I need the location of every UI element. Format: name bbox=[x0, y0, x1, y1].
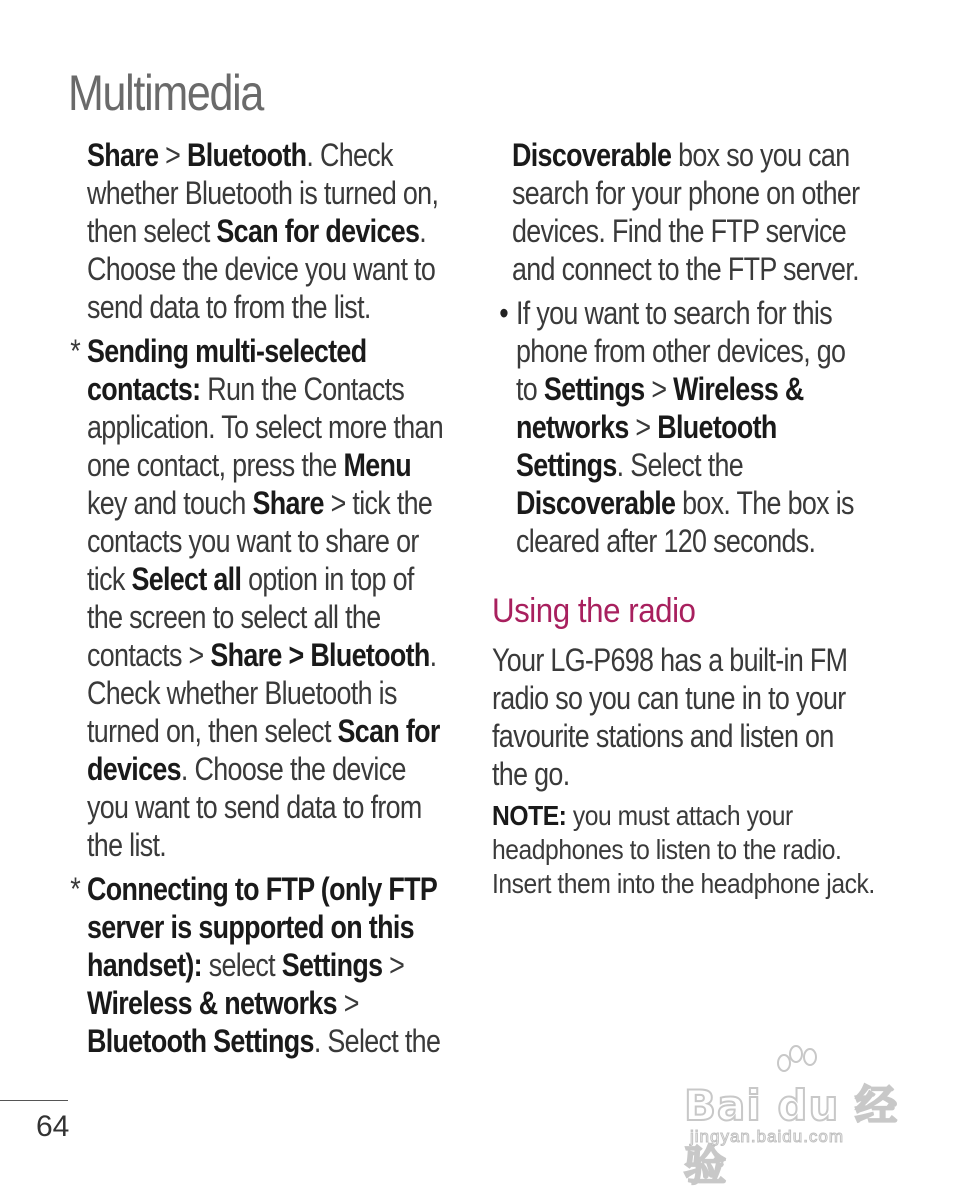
left-column bbox=[70, 136, 447, 1066]
ftp-continued-paragraph: Discoverable box so you can search for your phone on other devices. Find the FTP service and connect to the FTP server. bbox=[512, 137, 860, 287]
multi-selected-contacts-paragraph: * Sending multi-selected contacts: Run the Contacts application. To select more than one contact, press the Menu key and touch Share > tick the contacts you want to share or tick Select all option in top of the screen to select all the contacts > Share > Bluetooth. Check whether Bluetooth is turned on, then select Scan for devices. Choose the device you want to send data to from the list. bbox=[70, 333, 444, 863]
footer-divider bbox=[0, 1100, 68, 1101]
share-bluetooth-paragraph: Share > Bluetooth. Check whether Bluetooth is turned on, then select Scan for devices. Choose the device you want to send data to from the list. bbox=[87, 137, 439, 325]
note-label: NOTE: bbox=[492, 800, 567, 831]
watermark-url: jingyan.baidu.com bbox=[690, 1127, 845, 1146]
bullet-marker: • bbox=[499, 295, 508, 331]
page-number: 64 bbox=[36, 1110, 70, 1143]
ftp-connect-paragraph: * Connecting to FTP (only FTP server is supported on this handset): select Settings > Wireless & networks > Bluetooth Settings. Select the bbox=[70, 871, 441, 1059]
asterisk-marker: * bbox=[70, 871, 80, 907]
search-phone-bullet: • If you want to search for this phone from other devices, go to Settings > Wireless & networks > Bluetooth Settings. Select the Discoverable box. The box is cleared after 120 seconds. bbox=[499, 295, 854, 559]
radio-intro-paragraph: Your LG-P698 has a built-in FM radio so you can tune in to your favourite stations and listen on the go. bbox=[492, 642, 848, 792]
baidu-watermark bbox=[684, 1045, 914, 1190]
page-title: Multimedia bbox=[68, 65, 264, 121]
section-heading-radio: Using the radio bbox=[492, 592, 696, 630]
note-paragraph: NOTE: you must attach your headphones to listen to the radio. Insert them into the headphone jack. bbox=[492, 800, 875, 899]
asterisk-marker: * bbox=[70, 333, 80, 369]
right-column bbox=[492, 136, 892, 901]
watermark-brand: Bai du 经验 bbox=[684, 1081, 898, 1190]
